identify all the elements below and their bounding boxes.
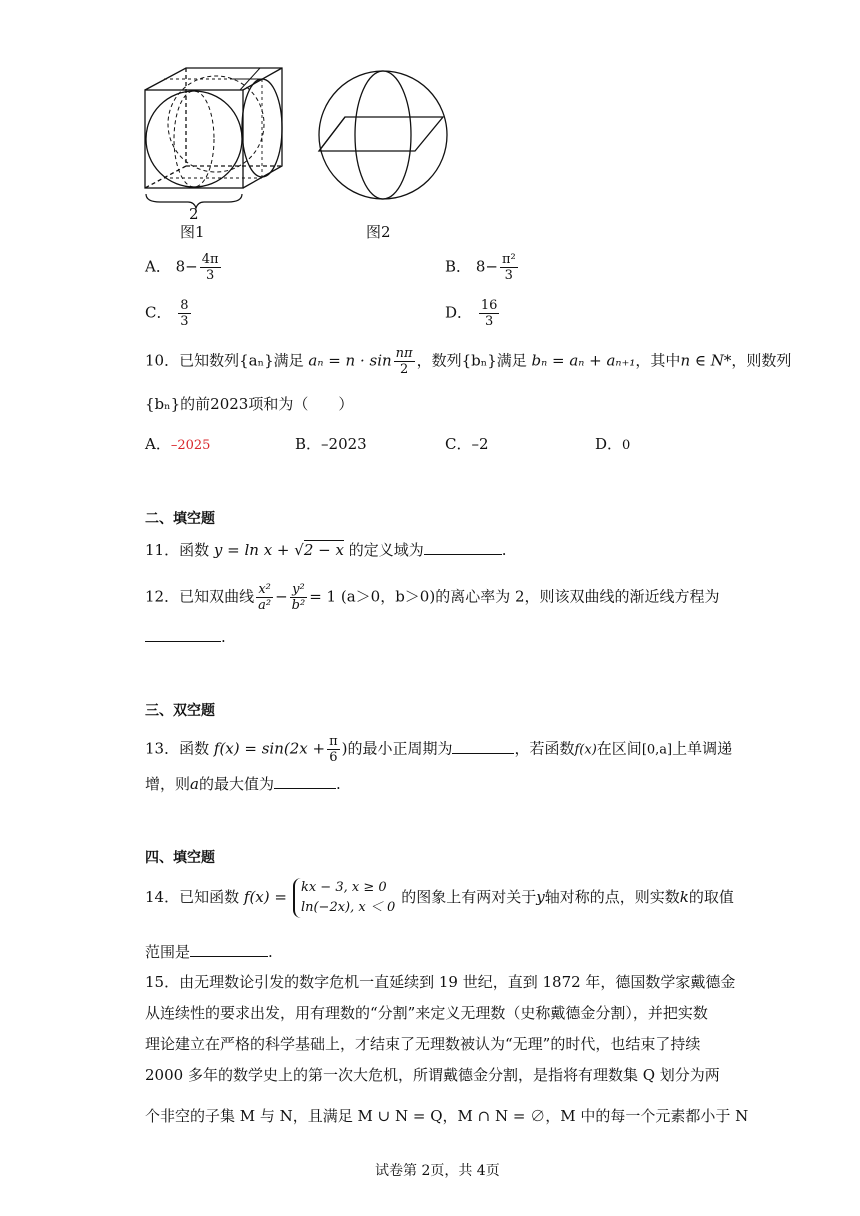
q15-line-3: 理论建立在严格的科学基础上，才结束了无理数被认为“无理”的时代，也结束了持续 [145, 1035, 701, 1053]
q15-line-4: 2000 多年的数学史上的第一次大危机，所谓戴德金分割，是指将有理数集 Q 划分为两 [145, 1066, 720, 1084]
section-title: 三、双空题 [145, 703, 215, 719]
q9-option-b: B． 8− $\frac{\text{π²}}{3}$ [445, 252, 516, 283]
q12-x-den: a² [258, 598, 272, 613]
q13-text: 在区间 [596, 739, 642, 758]
q14-line-2: 范围是 . [145, 943, 273, 961]
option-letter: C． [145, 303, 172, 322]
q15-text: 由无理数论引发的数字危机一直延续到 19 世纪，直到 1872 年，德国数学家戴德金 [179, 973, 736, 991]
q12-x-num: x² [258, 582, 271, 597]
answer-blank-2[interactable] [274, 773, 336, 789]
q13-text: ，若函数 [514, 739, 575, 758]
figure-1-dimension-label: 2 [189, 205, 199, 223]
q13-text: 的最小正周期为 [347, 739, 453, 758]
q13-a-var: a [190, 775, 199, 793]
figure-1-caption: 图1 [180, 223, 205, 241]
q12-condition: = 1 (a＞0，b＞0) [309, 587, 436, 606]
q10-text: 已知数列{aₙ}满足 [179, 351, 304, 370]
q14-case-2: ln(−2x), x ＜ 0 [300, 900, 396, 915]
q11-text: 的定义域为 [348, 541, 424, 559]
q13-f-label: f(x) [574, 742, 597, 758]
q14-formula: f(x) = [243, 888, 287, 906]
option-denominator: 3 [504, 268, 513, 283]
option-letter: D． [595, 435, 623, 453]
option-numerator: 4π [201, 252, 219, 267]
q14-piecewise [293, 878, 395, 918]
q11-radicand: 2 − x [303, 541, 344, 559]
option-letter: D． [445, 303, 473, 322]
q12-text: 的离心率为 2，则该双曲线的渐近线方程为 [435, 587, 720, 606]
q11-text: 函数 [179, 541, 210, 559]
q13-formula: f(x) = sin(2x + [213, 739, 326, 758]
question-number: 12． [145, 587, 180, 606]
q12-y-den: b² [291, 598, 306, 613]
option-letter: C． [445, 435, 472, 453]
q14-y-var: y [536, 888, 545, 906]
option-value: –2 [471, 435, 489, 453]
q13-formula-end: ) [341, 739, 348, 758]
option-value-highlighted: –2025 [170, 438, 211, 453]
q13-frac-num: π [329, 734, 338, 749]
answer-blank[interactable] [145, 626, 221, 642]
q10-line-2: {bₙ}的前2023项和为（ ） [145, 395, 354, 413]
q14-text: 轴对称的点，则实数 [544, 888, 680, 906]
q11-line: 11．函数 y = ln x + √2 − x 的定义域为 . [145, 541, 507, 559]
q13-line-2: 增，则a的最大值为 . [145, 775, 341, 793]
q14-text: 范围是 [145, 943, 191, 961]
q10-text: ，数列{bₙ}满足 [416, 351, 527, 370]
q14-text: 的图象上有两对关于 [401, 888, 537, 906]
option-value: 0 [622, 438, 631, 453]
section-title: 四、填空题 [145, 850, 215, 866]
answer-blank-1[interactable] [452, 738, 514, 754]
q12-blank-line: . [145, 626, 226, 647]
option-value: –2023 [321, 435, 367, 453]
figure-1-cube [140, 62, 300, 222]
option-letter: A． [145, 435, 171, 453]
question-number: 13． [145, 739, 180, 758]
q13-text: 上单调递 [672, 739, 733, 758]
question-number: 15． [145, 973, 180, 991]
option-numerator: 8 [180, 298, 189, 313]
q9-option-c [145, 298, 193, 329]
option-letter: B． [295, 435, 322, 453]
q10-option-c [445, 434, 489, 454]
q10-text: ，则数列 [731, 351, 792, 370]
option-denominator: 3 [484, 314, 494, 329]
question-number: 11． [145, 541, 180, 559]
figure-2-caption: 图2 [366, 223, 391, 241]
figure-2-sphere [315, 68, 455, 208]
q10-formula-b: bₙ = aₙ + aₙ₊₁ [531, 351, 636, 370]
q14-k-var: k [679, 888, 689, 906]
option-whole: 8 [475, 257, 486, 276]
q14-case-1: kx − 3, x ≥ 0 [300, 880, 387, 895]
q10-frac-num: nπ [395, 346, 413, 361]
q13-interval: [0,a] [641, 742, 673, 758]
q13-line-1 [145, 734, 732, 765]
q10-line-1 [145, 346, 791, 377]
q10-text: ，其中 [635, 351, 681, 370]
section-title: 二、填空题 [145, 511, 215, 527]
option-letter: A． [145, 257, 171, 276]
q15-line-2: 从连续性的要求出发，用有理数的“分割”来定义无理数（史称戴德金分割），并把实数 [145, 1004, 708, 1022]
q14-text: 已知函数 [179, 888, 240, 906]
q12-text: 已知双曲线 [179, 587, 255, 606]
option-whole: 8 [175, 257, 186, 276]
option-denominator: 3 [206, 268, 215, 283]
q14-text: 的取值 [688, 888, 734, 906]
q13-text: 函数 [179, 739, 210, 758]
q14-line-1 [145, 878, 734, 918]
q13-frac-den: 6 [329, 750, 338, 765]
option-denominator: 3 [180, 314, 189, 329]
page-footer: 试卷第 2页，共 4页 [375, 1163, 500, 1179]
q10-formula-a: aₙ = n · sin [308, 351, 392, 370]
question-number: 14． [145, 888, 180, 906]
option-numerator: 16 [480, 298, 498, 313]
q9-option-d [445, 298, 501, 329]
answer-blank[interactable] [190, 941, 268, 957]
q10-option-b [295, 434, 367, 454]
q10-frac-den: 2 [399, 362, 409, 377]
q10-option-a [145, 434, 210, 456]
q13-text: 的最大值为 [198, 775, 274, 793]
q15-line-5: 个非空的子集 M 与 N，且满足 M ∪ N = Q，M ∩ N = ∅，M 中的每一个元素都小于 N [145, 1107, 749, 1125]
q11-formula: y = ln x + √ [213, 541, 304, 559]
option-letter: B． [445, 257, 472, 276]
question-number: 10． [145, 351, 180, 370]
q10-formula-n: n ∈ N* [680, 351, 732, 370]
q10-option-d [595, 434, 630, 456]
answer-blank[interactable] [424, 539, 502, 555]
option-numerator: π² [501, 252, 516, 267]
q13-text: 增，则 [145, 775, 191, 793]
q12-line: 12．已知双曲线 $\frac{\text{x²}}{\text{a²}}$ − $\frac{\text{y²}}{\text{b²}}$ = 1 (a＞0，b＞0)的离心率为 2，则该双曲线的渐近线方程为 [145, 582, 720, 613]
q9-option-a: A． 8− $\frac{4\pi}{3}$ [145, 252, 219, 283]
q15-line-1 [145, 972, 735, 992]
q12-y-num: y² [292, 582, 305, 597]
